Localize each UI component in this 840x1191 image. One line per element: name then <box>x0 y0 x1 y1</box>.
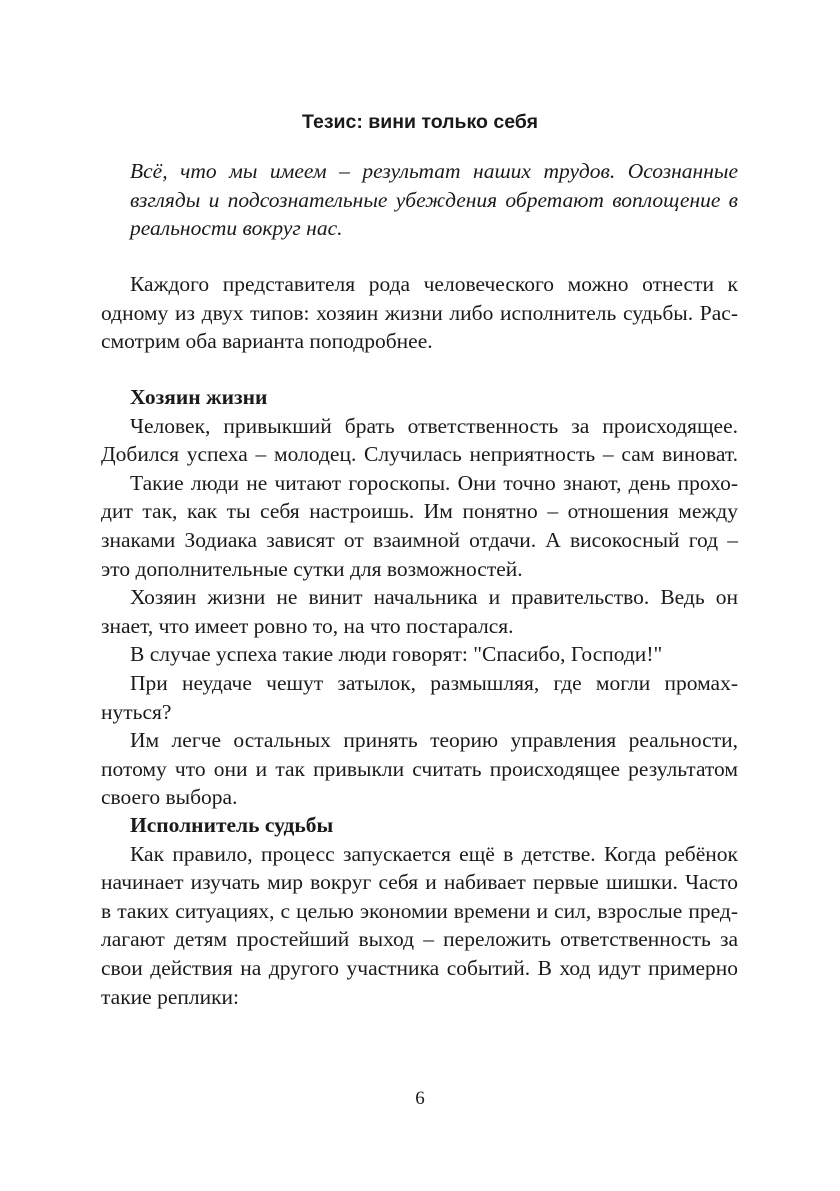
section-heading: Исполнитель судьбы <box>130 813 334 837</box>
text-line: знаками Зодиака зависят от взаимной отдачи. А високосный год – <box>101 527 738 552</box>
text-line: одному из двух типов: хозяин жизни либо исполнитель судьбы. Рас- <box>101 300 738 325</box>
text-line: Добился успеха – молодец. Случилась неприятность – сам виноват. <box>101 442 738 467</box>
text-line: Как правило, процесс запускается ещё в детстве. Когда ребёнок <box>130 841 738 866</box>
text-line: При неудаче чешут затылок, размышляя, где могли промах- <box>130 670 738 695</box>
text-line: В случае успеха такие люди говорят: "Спасибо, Господи!" <box>130 642 663 667</box>
text-line: смотрим оба варианта поподробнее. <box>101 329 433 354</box>
text-line: нуться? <box>101 699 172 724</box>
text-line: знает, что имеет ровно то, на что постарался. <box>101 613 514 638</box>
text-line: Человек, привыкший брать ответственность за происходящее. <box>130 413 738 438</box>
intro-paragraph <box>101 270 738 356</box>
section-executor-of-fate <box>101 811 738 1011</box>
epigraph-line: Всё, что мы имеем – результат наших трудов. Осознанные <box>130 159 738 183</box>
page-number: 6 <box>415 1088 425 1109</box>
epigraph-line: взгляды и подсознательные убеждения обретают воплощение в <box>130 187 738 212</box>
text-line: в таких ситуациях, с целью экономии времени и сил, взрослые пред- <box>101 898 738 923</box>
text-line: свои действия на другого участника событий. В ход идут примерно <box>101 955 738 980</box>
text-line: потому что они и так привыкли считать происходящее результатом <box>101 756 738 781</box>
text-line: такие реплики: <box>101 984 240 1009</box>
text-line: лагают детям простейший выход – переложить ответственность за <box>101 927 738 952</box>
page-title: Тезис: вини только себя <box>302 111 538 133</box>
section-master-of-life <box>101 383 738 812</box>
text-line: Им легче остальных принять теорию управления реальности, <box>130 728 738 753</box>
text-line: дит так, как ты себя настроишь. Им понятно – отношения между <box>101 499 738 524</box>
text-line: начинает изучать мир вокруг себя и набивает первые шишки. Часто <box>101 870 738 895</box>
text-line: Каждого представителя рода человеческого можно отнести к <box>130 272 738 296</box>
text-line: Такие люди не читают гороскопы. Они точно знают, день прохо- <box>130 470 738 495</box>
text-line: Хозяин жизни не винит начальника и правительство. Ведь он <box>130 585 738 610</box>
epigraph-line: реальности вокруг нас. <box>130 216 343 241</box>
section-heading: Хозяин жизни <box>130 385 268 409</box>
text-line: своего выбора. <box>101 785 238 810</box>
epigraph <box>130 157 738 243</box>
text-line: это дополнительные сутки для возможностей. <box>101 556 523 581</box>
